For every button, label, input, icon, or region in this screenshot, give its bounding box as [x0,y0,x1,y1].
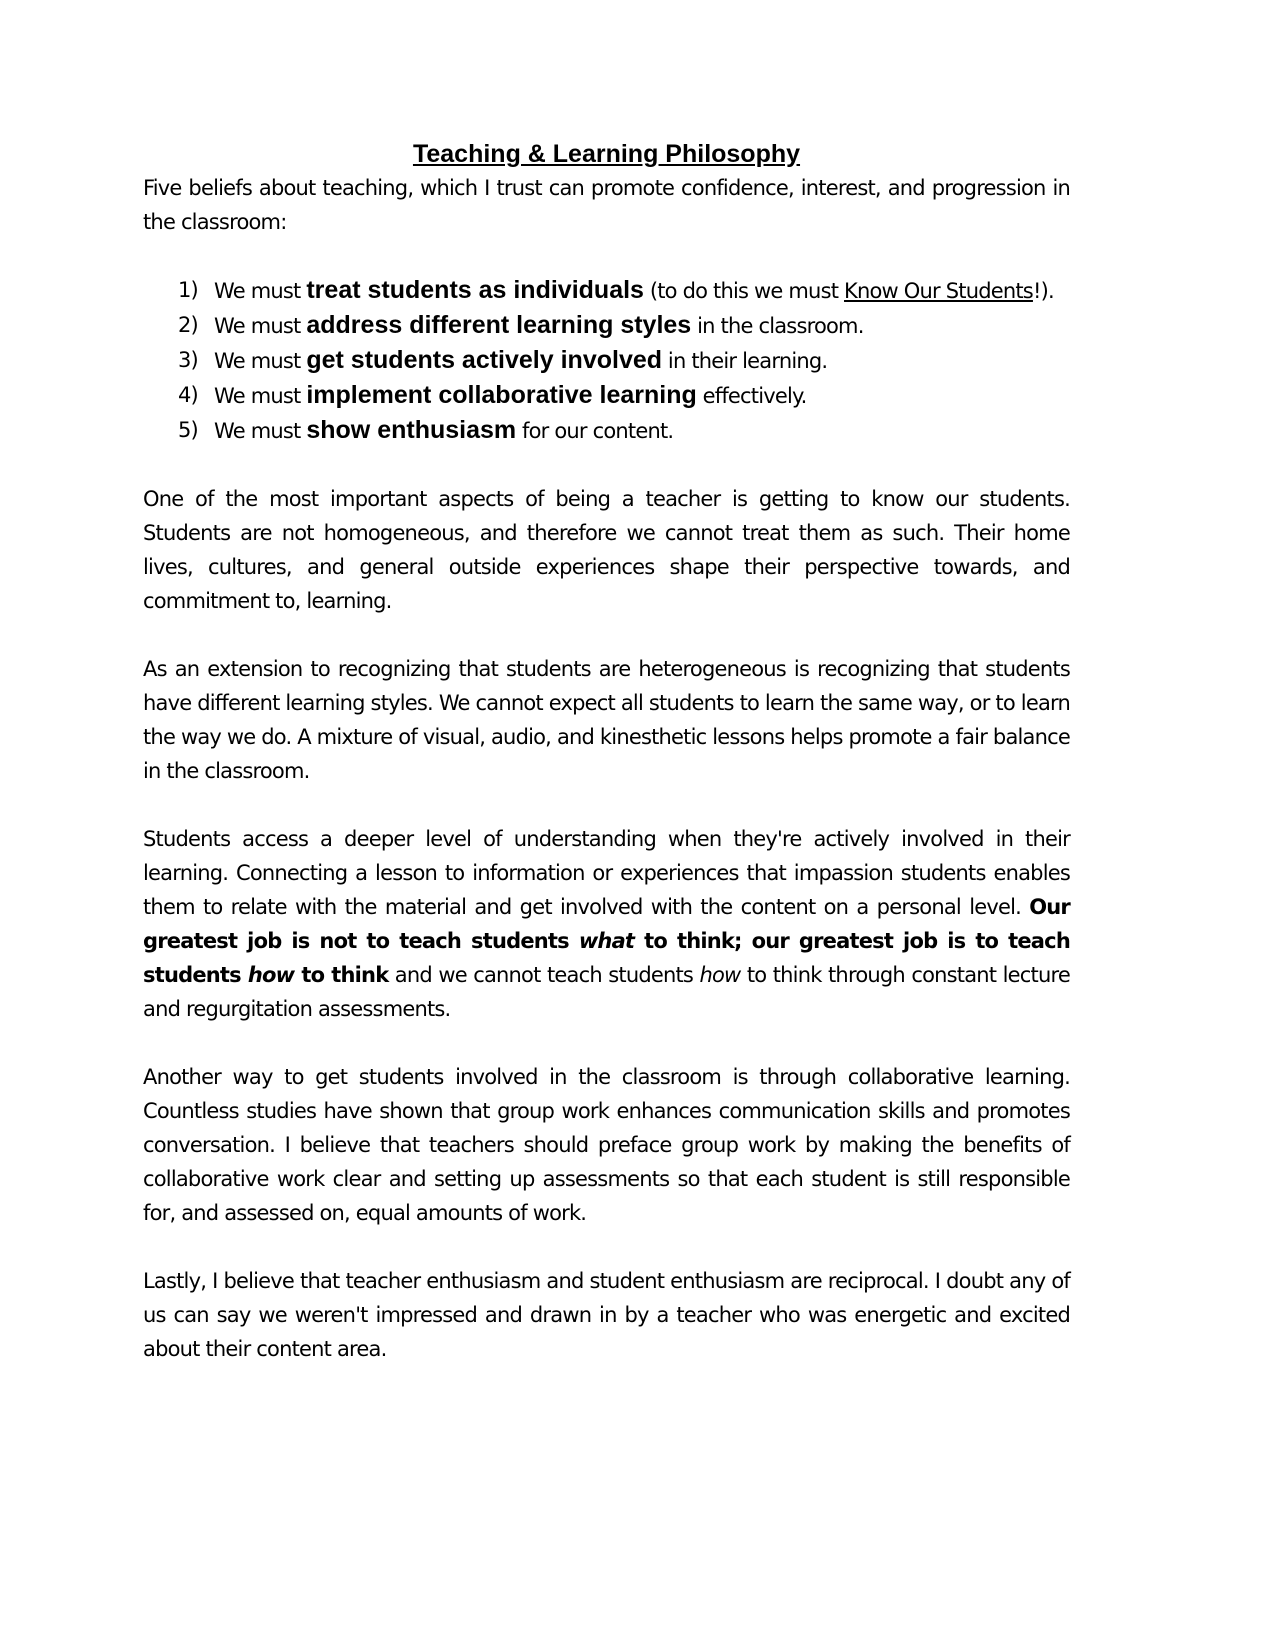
list-number: 2) [178,313,198,337]
list-number: 5) [178,418,198,442]
paragraph-collaborative: Another way to get students involved in the classroom is through collaborative learning. Countless studies have shown that group work enhances communication skills and promotes conversation. I believe that teachers should preface group work by making the benefits of collaborative work clear and setting up assessments so that each student is still responsible for, and assessed on, equal amounts of work. [143,1065,1070,1225]
list-number: 1) [178,278,198,302]
bold-italic-word: how [247,963,295,987]
belief-emphasis: get students actively involved [306,346,663,374]
paragraph-text: Students access a deeper level of understanding when they're actively involved in their learning. Connecting a lesson to information or experiences that impassion students enables them to relate with the material and get involved with the content on a personal level. [143,827,1070,919]
belief-item [178,343,1070,378]
italic-word: how [699,963,741,987]
paragraph-text: to think through constant lecture and regurgitation assessments. [143,963,1070,1021]
list-number: 3) [178,348,198,372]
intro-paragraph: Five beliefs about teaching, which I trust can promote confidence, interest, and progression in the classroom: [143,176,1070,234]
paragraph-active-involvement [143,822,1070,1026]
paragraph-text: and we cannot teach students [388,963,700,987]
bold-statement: to think; our greatest job is to teach students [143,929,1070,987]
belief-item [178,378,1070,413]
spacer [143,788,1070,822]
paragraph-enthusiasm: Lastly, I believe that teacher enthusiasm and student enthusiasm are reciprocal. I doubt any of us can say we weren't impressed and drawn in by a teacher who was energetic and excited about their content area. [143,1269,1070,1361]
belief-suffix: (to do this we must [643,279,845,303]
spacer [143,239,1070,273]
bold-statement: to think [294,963,389,987]
belief-suffix: for our content. [516,419,674,443]
spacer [143,618,1070,652]
bold-italic-word: what [578,929,635,953]
belief-emphasis: show enthusiasm [306,416,517,444]
bold-statement: Our greatest job is not to teach students [143,895,1070,953]
paragraph-learning-styles: As an extension to recognizing that students are heterogeneous is recognizing that students have different learning styles. We cannot expect all students to learn the same way, or to learn the way we do. A mixture of visual, audio, and kinesthetic lessons helps promote a fair balance in the classroom. [143,657,1070,783]
belief-prefix: We must [214,314,307,338]
page-title: Teaching & Learning Philosophy [412,140,801,168]
belief-prefix: We must [214,419,307,443]
belief-item [178,273,1070,308]
belief-emphasis: treat students as individuals [306,276,644,304]
list-number: 4) [178,383,198,407]
belief-emphasis: address different learning styles [306,311,692,339]
beliefs-list [143,273,1070,448]
belief-item [178,413,1070,448]
know-our-students-text: Know Our Students [844,279,1033,303]
belief-emphasis: implement collaborative learning [306,381,697,409]
belief-prefix: We must [214,349,307,373]
spacer [143,1230,1070,1264]
belief-suffix: in the classroom. [691,314,864,338]
document-page [143,140,1070,1366]
belief-suffix: effectively. [696,384,807,408]
spacer [143,448,1070,482]
spacer [143,1026,1070,1060]
belief-suffix-end: !). [1032,279,1054,303]
belief-suffix: in their learning. [662,349,828,373]
belief-prefix: We must [214,384,307,408]
paragraph-know-students: One of the most important aspects of being a teacher is getting to know our students. Students are not homogeneous, and therefore we cannot treat them as such. Their home lives, cultures, and general outside experiences shape their perspective towards, and commitment to, learning. [143,487,1070,613]
belief-item [178,308,1070,343]
belief-prefix: We must [214,279,307,303]
